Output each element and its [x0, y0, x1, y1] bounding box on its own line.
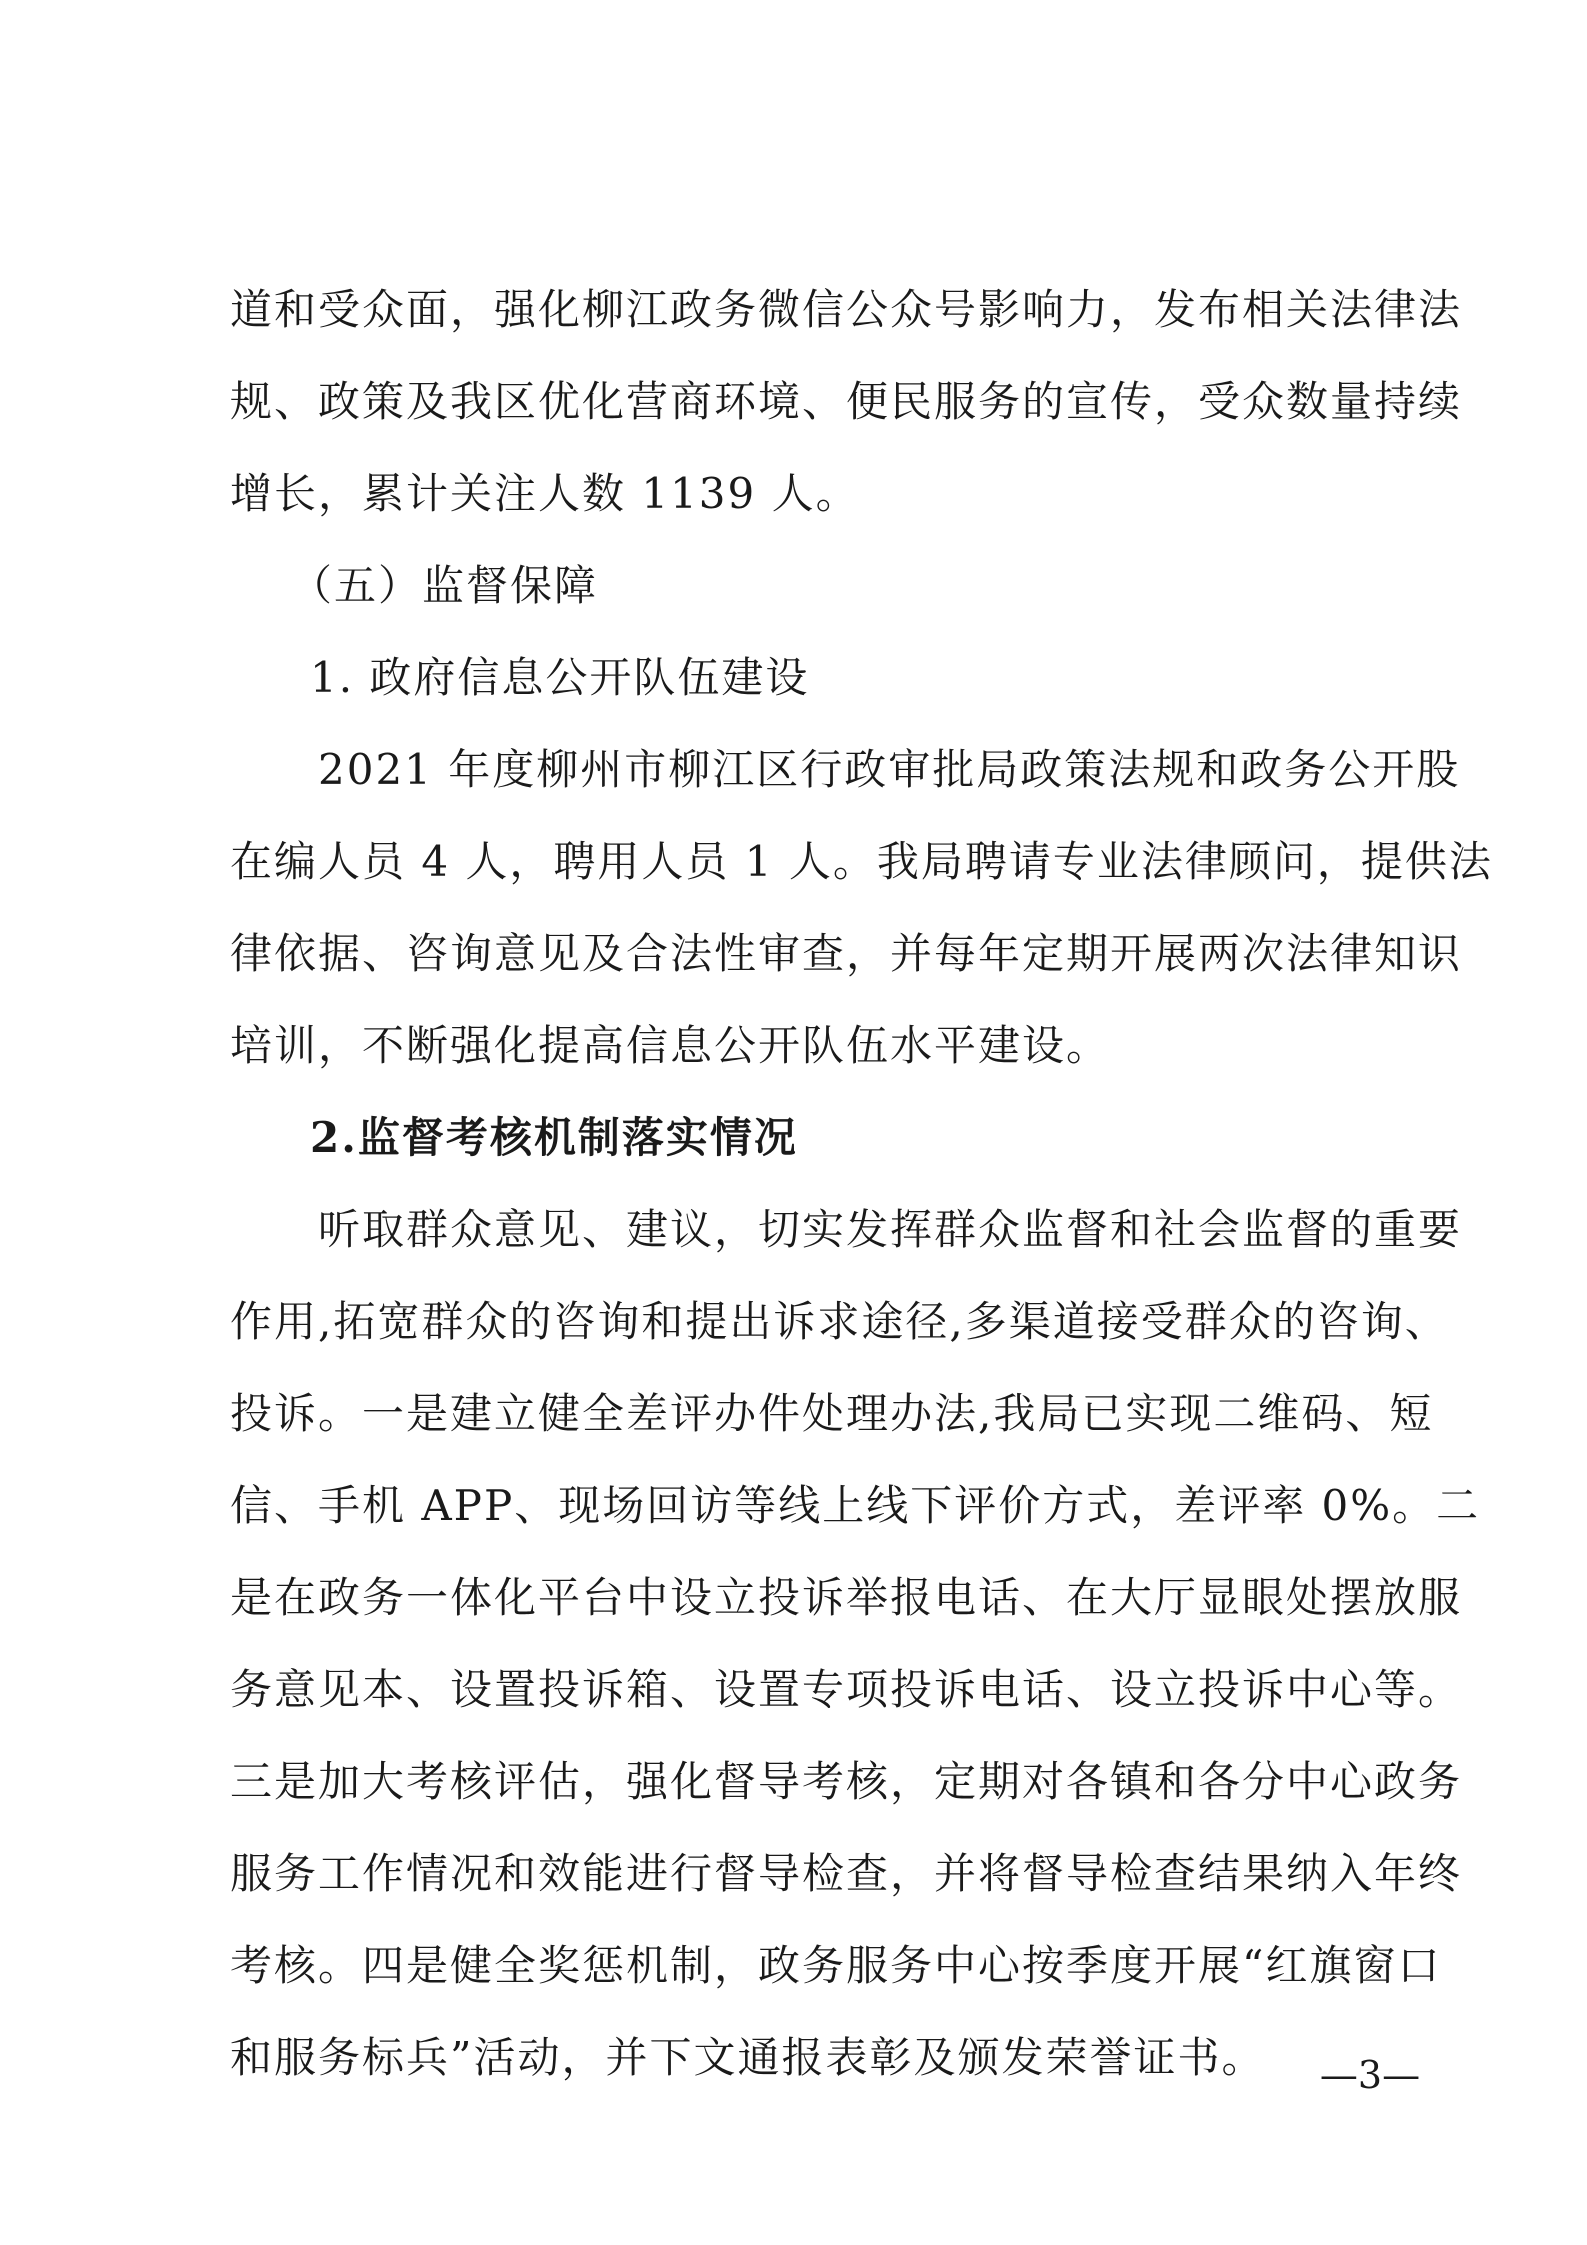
paragraph-line: 投诉。一是建立健全差评办件处理办法,我局已实现二维码、短: [230, 1389, 1434, 1438]
paragraph-line: 作用,拓宽群众的咨询和提出诉求途径,多渠道接受群众的咨询、: [230, 1297, 1449, 1346]
paragraph-line: 2021 年度柳州市柳江区行政审批局政策法规和政务公开股: [318, 745, 1461, 794]
paragraph-line: 律依据、咨询意见及合法性审查，并每年定期开展两次法律知识: [230, 929, 1463, 978]
subsection-heading: 1. 政府信息公开队伍建设: [310, 653, 810, 702]
paragraph-line: 培训，不断强化提高信息公开队伍水平建设。: [230, 1021, 1111, 1070]
paragraph-line: 考核。四是健全奖惩机制，政务服务中心按季度开展“红旗窗口: [230, 1941, 1442, 1990]
paragraph-line: 规、政策及我区优化营商环境、便民服务的宣传，受众数量持续: [230, 377, 1463, 426]
section-heading: （五）监督保障: [290, 561, 599, 610]
page-number: —3—: [1319, 2053, 1421, 2097]
paragraph-line: 在编人员 4 人，聘用人员 1 人。我局聘请专业法律顾问，提供法: [230, 837, 1493, 886]
paragraph-line: 务意见本、设置投诉箱、设置专项投诉电话、设立投诉中心等。: [230, 1665, 1463, 1714]
paragraph-line: 道和受众面，强化柳江政务微信公众号影响力，发布相关法律法: [230, 285, 1463, 334]
paragraph-line: 三是加大考核评估，强化督导考核，定期对各镇和各分中心政务: [230, 1757, 1463, 1806]
paragraph-line: 增长，累计关注人数 1139 人。: [230, 469, 860, 518]
paragraph-line: 服务工作情况和效能进行督导检查，并将督导检查结果纳入年终: [230, 1849, 1463, 1898]
subsection-heading: 2.监督考核机制落实情况: [310, 1113, 798, 1162]
paragraph-line: 信、手机 APP、现场回访等线上线下评价方式，差评率 0%。二: [230, 1481, 1481, 1530]
paragraph-line: 听取群众意见、建议，切实发挥群众监督和社会监督的重要: [318, 1205, 1463, 1254]
paragraph-line: 和服务标兵”活动，并下文通报表彰及颁发荣誉证书。: [230, 2033, 1266, 2082]
paragraph-line: 是在政务一体化平台中设立投诉举报电话、在大厅显眼处摆放服: [230, 1573, 1463, 1622]
